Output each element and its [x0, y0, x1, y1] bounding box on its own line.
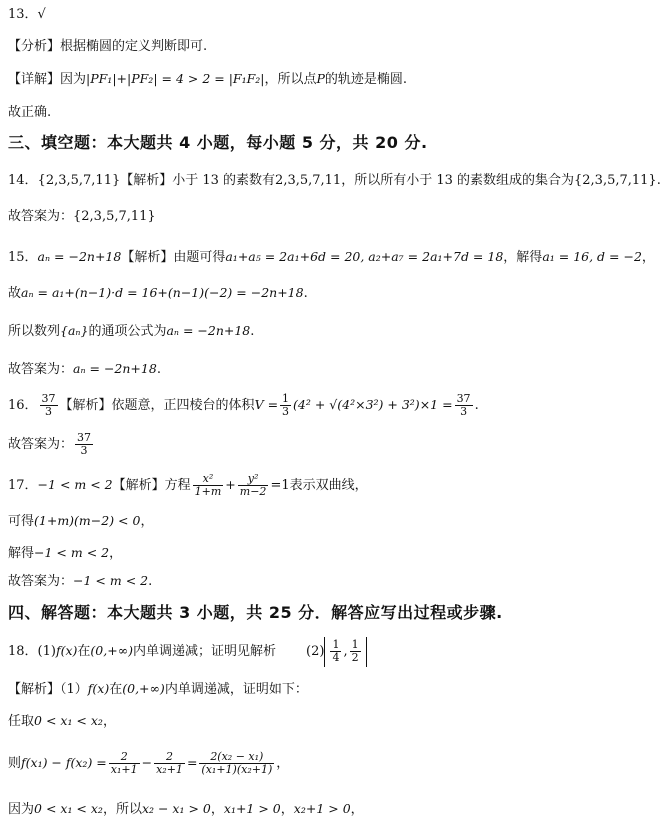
math: =	[186, 755, 198, 770]
denominator: 3	[80, 444, 88, 457]
math: −	[141, 755, 153, 770]
math-expr: |PF₁|+|PF₂| = 4 > 2 = |F₁F₂|	[86, 71, 265, 86]
math: x₂ − x₁ > 0	[141, 801, 211, 816]
answer-13	[8, 6, 46, 24]
solution-18-c	[8, 746, 289, 781]
math: −1 < m < 2	[37, 477, 113, 492]
solution-18-d	[8, 800, 364, 819]
fraction	[455, 393, 473, 418]
step-15-a	[8, 284, 308, 303]
fraction	[350, 639, 361, 664]
question-15	[8, 248, 655, 267]
fraction	[280, 393, 291, 418]
math: f(x)	[55, 643, 78, 658]
step-17-b	[8, 544, 122, 563]
numerator: 1	[282, 392, 290, 405]
math: −1 < m < 2	[73, 573, 149, 588]
math: aₙ = a₁+(n−1)·d = 16+(n−1)(−2) = −2n+18	[21, 285, 304, 300]
solution-18-a	[8, 680, 308, 699]
math: aₙ = −2n+18	[166, 323, 251, 338]
text: ，解得	[503, 250, 543, 265]
text: .	[474, 398, 479, 413]
numerator: y²	[238, 473, 269, 486]
denominator: x₁+1	[110, 763, 138, 776]
text: ，	[276, 756, 290, 771]
math: x₁+1 > 0	[223, 801, 281, 816]
answer-14	[8, 208, 156, 226]
text: 16．	[8, 398, 38, 413]
numerator: 2	[109, 751, 140, 764]
answer-16	[8, 432, 95, 458]
numerator: 1	[351, 637, 359, 651]
text: 则	[8, 756, 22, 771]
question-16	[8, 392, 479, 419]
text: 故	[8, 286, 22, 301]
text: 内单调递减；证明见解析	[133, 644, 277, 659]
text: .	[303, 286, 308, 301]
heading-text: 三、填空题：本大题共 4 小题，每小题 5 分，共 20 分.	[8, 133, 428, 152]
numerator: x²	[193, 473, 224, 486]
denominator: x₂+1	[156, 763, 183, 776]
math: V =	[254, 397, 279, 412]
text: ，	[350, 802, 364, 817]
text: 所以数列	[8, 324, 61, 339]
text: 内单调递减，证明如下：	[164, 682, 308, 697]
math: a₁+a₅ = 2a₁+6d = 20, a₂+a₇ = 2a₁+7d = 18	[225, 249, 504, 264]
answer-15	[8, 360, 161, 379]
math: (4² + √(4²×3²) + 3²)×1 =	[293, 397, 453, 412]
solution-18-b	[8, 712, 116, 731]
analysis-13	[8, 38, 207, 56]
denominator: 4	[332, 650, 340, 664]
numerator: 37	[456, 392, 471, 405]
denominator: (x₁+1)(x₂+1)	[201, 763, 273, 776]
question-18	[8, 636, 367, 667]
text: .	[148, 574, 153, 589]
text-analysis: 【分析】根据椭圆的定义判断即可.	[8, 39, 208, 54]
text: 解得	[8, 546, 35, 561]
math: 0 < x₁ < x₂	[34, 713, 103, 728]
math: x₂+1 > 0	[293, 801, 351, 816]
fraction	[199, 751, 274, 776]
section-3-heading	[8, 134, 428, 152]
text: 18．(1)	[8, 644, 56, 659]
denominator: 3	[45, 405, 53, 418]
conclusion-13	[8, 104, 51, 122]
fraction	[193, 473, 224, 498]
text: 任取	[8, 714, 35, 729]
denominator: 2	[351, 650, 359, 664]
text: (2)	[306, 644, 325, 659]
text: 【解析】由题可得	[121, 250, 226, 265]
math: aₙ = −2n+18	[73, 361, 157, 376]
text: ，	[109, 546, 123, 561]
denominator: 3	[282, 405, 290, 418]
fraction	[154, 751, 185, 776]
question-14	[8, 172, 661, 190]
text: 在	[109, 682, 123, 697]
text: ，	[102, 714, 116, 729]
numerator: 2(x₂ − x₁)	[199, 751, 274, 764]
text: ，	[210, 802, 224, 817]
heading-text: 四、解答题：本大题共 3 小题，共 25 分．解答应写出过程或步骤.	[8, 603, 503, 622]
math: a₁ = 16, d = −2	[542, 249, 642, 264]
text: 故答案为：	[8, 437, 74, 452]
math: +	[225, 477, 236, 492]
text: 【解析】（1）	[8, 682, 88, 697]
text: 在	[77, 644, 91, 659]
fraction	[75, 432, 93, 457]
text: 15．	[8, 250, 38, 265]
text: 故答案为：	[8, 574, 74, 589]
text: 故正确.	[8, 105, 52, 120]
text: 故答案为：{2,3,5,7,11}	[8, 209, 156, 224]
section-4-heading	[8, 604, 503, 622]
fraction	[40, 393, 58, 418]
question-17	[8, 472, 368, 499]
text: 可得	[8, 514, 35, 529]
math: f(x)	[87, 681, 110, 696]
math: 0 < x₁ < x₂	[34, 801, 103, 816]
math: {aₙ}	[60, 323, 89, 338]
step-17-a	[8, 512, 153, 531]
math: f(x₁) − f(x₂) =	[21, 755, 107, 770]
text: 【解析】依题意，正四棱台的体积	[59, 398, 255, 413]
detail-13	[8, 70, 407, 89]
text: 【详解】因为	[8, 72, 87, 87]
text: 的轨迹是椭圆.	[324, 72, 408, 87]
numerator: 37	[77, 431, 92, 444]
answer-17	[8, 572, 152, 591]
text: ,	[343, 643, 348, 659]
math: (0,+∞)	[122, 681, 165, 696]
text: 【解析】方程	[112, 478, 191, 493]
interval-bracket	[324, 637, 366, 667]
denominator: 1+m	[194, 485, 222, 498]
text-13: 13．√	[8, 7, 46, 22]
text: ，	[280, 802, 294, 817]
denominator: m−2	[239, 485, 267, 498]
text: ，所以	[102, 802, 142, 817]
step-15-b	[8, 322, 254, 341]
math: aₙ = −2n+18	[37, 249, 122, 264]
numerator: 37	[41, 392, 56, 405]
text: 17．	[8, 478, 38, 493]
denominator: 3	[460, 405, 468, 418]
math: (0,+∞)	[90, 643, 133, 658]
math: (1+m)(m−2) < 0	[34, 513, 141, 528]
text: .	[250, 324, 255, 339]
text: ，	[641, 250, 655, 265]
math: −1 < m < 2	[34, 545, 110, 560]
text: 14．{2,3,5,7,11}【解析】小于 13 的素数有2,3,5,7,11，所以所有小于 13 的素数组成的集合为{2,3,5,7,11}.	[8, 173, 661, 188]
text: 的通项公式为	[88, 324, 167, 339]
fraction	[330, 639, 341, 664]
fraction	[238, 473, 269, 498]
text: ，	[140, 514, 154, 529]
math-var: P	[316, 71, 325, 86]
numerator: 2	[154, 751, 185, 764]
numerator: 1	[332, 637, 340, 651]
fraction	[109, 751, 140, 776]
text: =1表示双曲线，	[270, 478, 368, 493]
text: 因为	[8, 802, 35, 817]
text: ，所以点	[264, 72, 317, 87]
text: .	[156, 362, 161, 377]
text: 故答案为：	[8, 362, 74, 377]
